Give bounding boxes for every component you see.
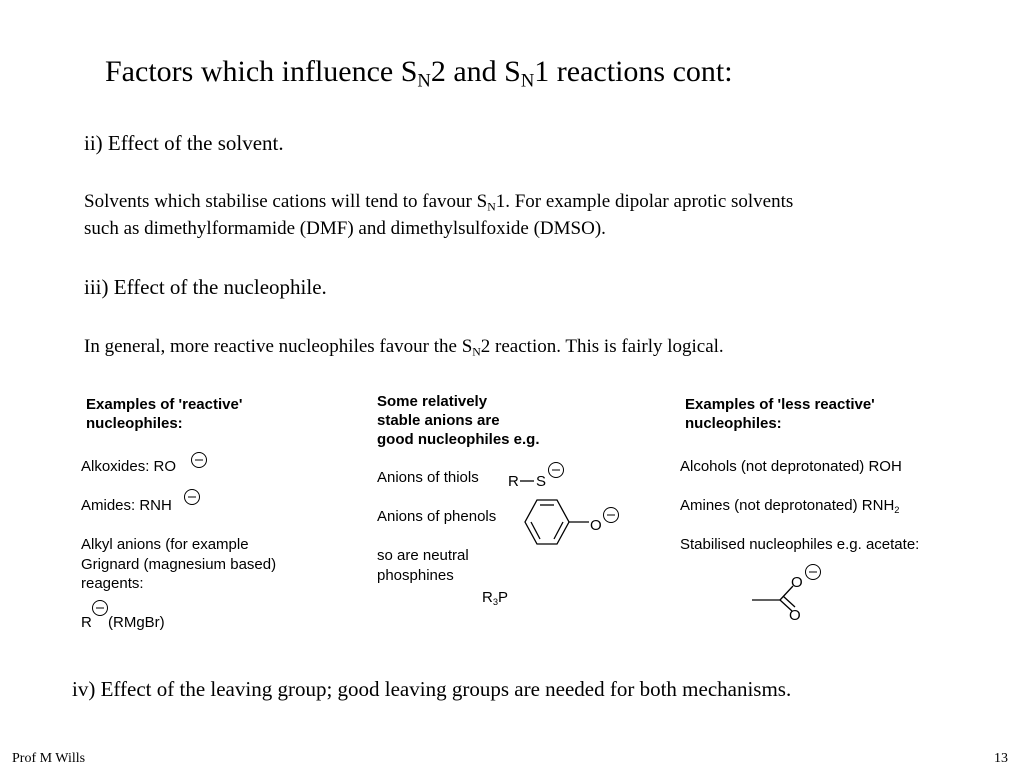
alkoxide-charge-icon — [189, 450, 209, 470]
thiols-item: Anions of thiols — [377, 469, 479, 486]
less-reactive-heading: Examples of 'less reactive' nucleophiles: — [685, 396, 875, 432]
page-number: 13 — [994, 751, 1008, 766]
solvent-paragraph — [84, 188, 793, 242]
nucleophile-heading: iii) Effect of the nucleophile. — [84, 275, 327, 299]
acetate-structure — [740, 560, 830, 626]
phenols-item: Anions of phenols — [377, 508, 497, 525]
solvent-line-1: Solvents which stabilise cations will tend to favour $S_N1$. For example dipolar aprotic solvents — [84, 191, 794, 214]
reactive-heading: Examples of 'reactive' nucleophiles: — [86, 396, 243, 432]
solvent-heading: ii) Effect of the solvent. — [84, 131, 284, 155]
grignard-r: R — [81, 614, 92, 631]
thiolate-s-label: S — [536, 473, 547, 490]
phenoxide-structure — [510, 490, 630, 560]
leaving-group-heading: iv) Effect of the leaving group; good leaving groups are needed for both mechanisms. — [72, 677, 792, 701]
grignard-formula: (RMgBr) — [108, 614, 165, 631]
nucleophile-paragraph: In general, more reactive nucleophiles favour the $S_N2$ reaction. This is fairly logical. — [84, 336, 724, 359]
alkoxides-item: Alkoxides: RO — [81, 458, 177, 475]
amines-item: Amines (not deprotonated) $RNH_2$ — [680, 497, 900, 515]
thiolate-structure — [500, 455, 575, 495]
alkyl-anions-item: Alkyl anions (for example Grignard (magnesium based) reagents: — [81, 536, 277, 592]
solvent-line-2: such as dimethylformamide (DMF) and dimethylsulfoxide (DMSO). — [84, 218, 606, 239]
slide-title: Factors which influence $S_N2$ and $S_N1$ reactions cont: — [105, 55, 733, 92]
phosphines-item: so are neutral phosphines — [377, 547, 469, 584]
stabilised-item: Stabilised nucleophiles e.g. acetate: — [680, 536, 920, 553]
footer-author: Prof M Wills — [12, 751, 86, 766]
phenoxide-o-label: O — [590, 517, 602, 534]
grignard-charge-icon — [90, 598, 110, 618]
thiolate-r-label: R — [508, 473, 519, 490]
phosphine-formula: $R_3P$ — [482, 589, 509, 607]
amide-charge-icon — [182, 487, 202, 507]
acetate-o-top: O — [791, 574, 803, 591]
amides-item: Amides: RNH — [81, 497, 172, 514]
benzene-ring-icon — [525, 500, 589, 544]
acetate-o-bottom: O — [789, 607, 801, 624]
alcohols-item: Alcohols (not deprotonated) ROH — [680, 458, 902, 475]
stable-anions-heading: Some relatively stable anions are good nucleophiles e.g. — [377, 393, 540, 448]
